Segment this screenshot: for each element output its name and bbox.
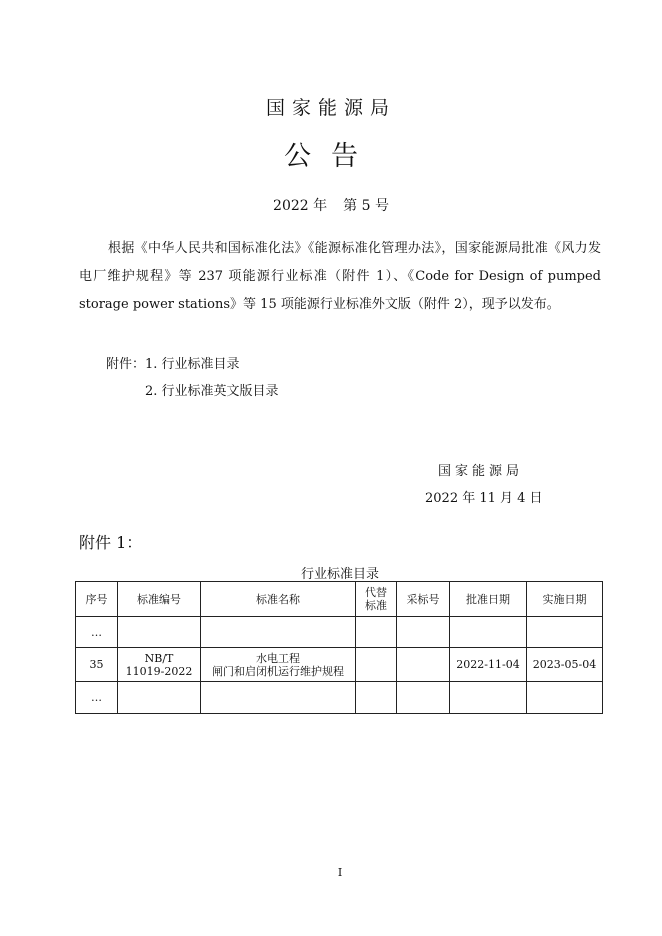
col-header-effective: 实施日期 <box>527 582 603 617</box>
signature-agency: 国家能源局 <box>438 464 524 479</box>
cell-adopt <box>397 617 450 648</box>
col-header-approve: 批准日期 <box>450 582 527 617</box>
col-header-replace-line2: 标准 <box>365 599 387 612</box>
cell-name <box>201 648 356 682</box>
cell-approve <box>450 682 527 714</box>
col-header-replace <box>356 582 397 617</box>
cell-adopt <box>397 648 450 682</box>
table-row <box>76 648 603 682</box>
col-header-code: 标准编号 <box>118 582 201 617</box>
attachment-line-1: 附件：1. 行业标准目录 <box>106 357 240 372</box>
issuing-agency-title: 国家能源局 <box>265 97 396 119</box>
cell-name <box>201 682 356 714</box>
table-header-row <box>76 582 603 617</box>
col-header-seq: 序号 <box>76 582 118 617</box>
col-header-name: 标准名称 <box>201 582 356 617</box>
cell-effective <box>527 682 603 714</box>
notice-heading: 公告 <box>284 141 378 172</box>
issue-number <box>0 195 662 215</box>
annex-title: 附件 1： <box>79 533 143 552</box>
cell-replace <box>356 617 397 648</box>
signature-date: 2022 年 11 月 4 日 <box>425 491 543 506</box>
cell-replace <box>356 648 397 682</box>
issue-no: 第 5 号 <box>343 198 389 214</box>
cell-approve <box>450 617 527 648</box>
cell-code <box>118 648 201 682</box>
page-number: I <box>337 866 343 879</box>
attachment-line-2: 2. 行业标准英文版目录 <box>145 384 279 399</box>
cell-adopt <box>397 682 450 714</box>
table-title: 行业标准目录 <box>300 567 379 582</box>
cell-name-line2: 闸门和启闭机运行维护规程 <box>212 664 344 678</box>
standards-table <box>75 581 603 714</box>
cell-effective: 2023-05-04 <box>527 648 603 682</box>
col-header-replace-line1: 代替 <box>365 586 387 599</box>
cell-approve: 2022-11-04 <box>450 648 527 682</box>
cell-code-line2: 11019-2022 <box>125 664 193 678</box>
cell-name-line1: 水电工程 <box>256 651 300 665</box>
cell-seq: … <box>76 682 118 714</box>
cell-seq: … <box>76 617 118 648</box>
table-row <box>76 617 603 648</box>
cell-code <box>118 682 201 714</box>
issue-year: 2022 年 <box>273 198 328 214</box>
cell-replace <box>356 682 397 714</box>
table-row <box>76 682 603 714</box>
cell-code <box>118 617 201 648</box>
col-header-adopt: 采标号 <box>397 582 450 617</box>
cell-seq: 35 <box>76 648 118 682</box>
notice-body-paragraph: 根据《中华人民共和国标准化法》《能源标准化管理办法》，国家能源局批准《风力发电厂维护规程》等 237 项能源行业标准（附件 1）、《Code for Design of pumped storage power stations》等 15 项能源行业标准外文版（附件 2），现予以发布。 <box>79 241 601 312</box>
cell-code-line1: NB/T <box>144 651 174 665</box>
cell-name <box>201 617 356 648</box>
cell-effective <box>527 617 603 648</box>
